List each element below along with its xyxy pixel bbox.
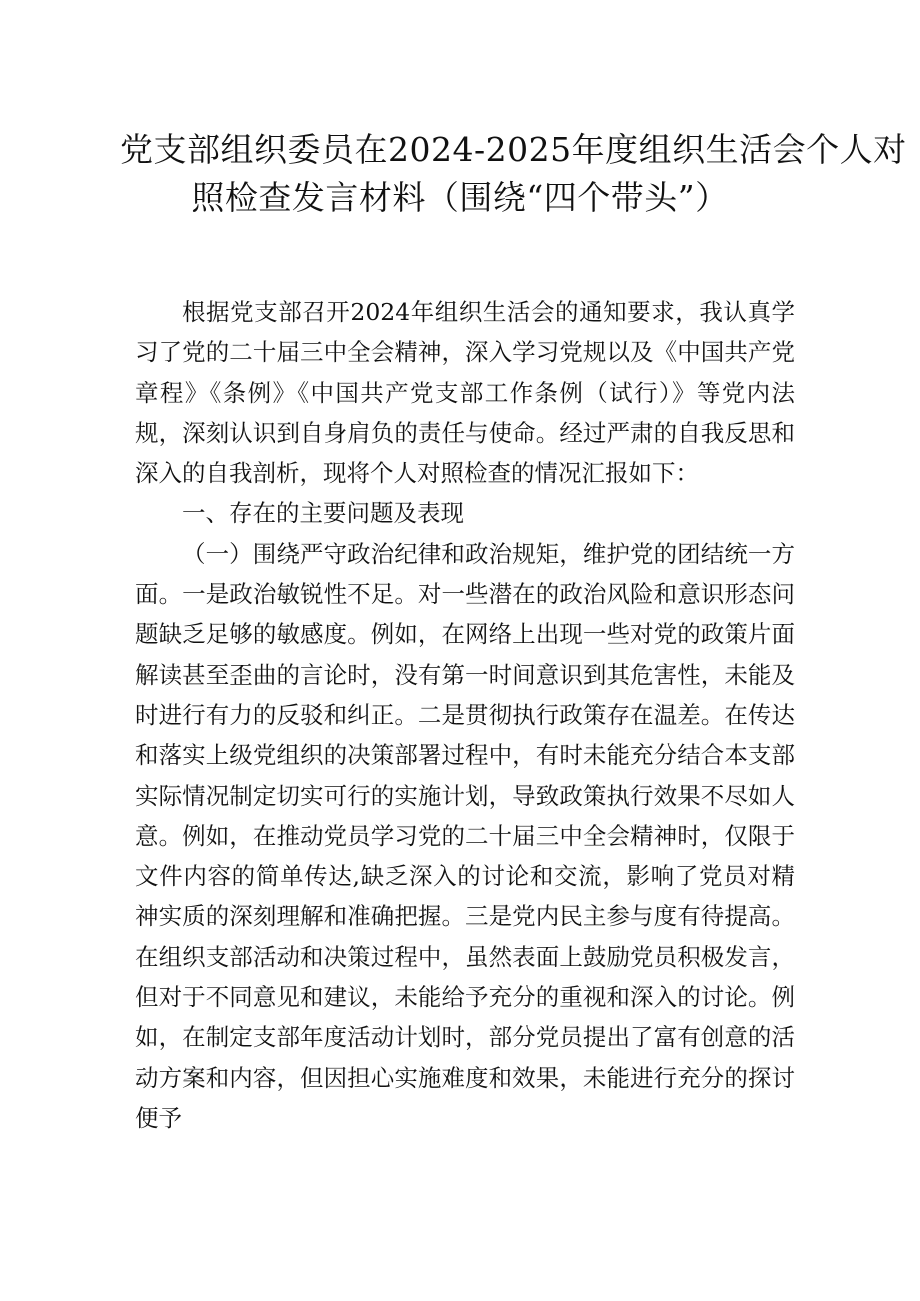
document-body xyxy=(135,292,795,1138)
title-line-2: 照检查发言材料（围绕“四个带头”） xyxy=(191,178,729,217)
section-heading-1: 一、存在的主要问题及表现 xyxy=(182,499,464,528)
intro-paragraph: 根据党支部召开2024年组织生活会的通知要求，我认真学习了党的二十届三中全会精神，深入学习党规以及《中国共产党章程》《条例》《中国共产党支部工作条例（试行）》等党内法规，深刻认识到自身肩负的责任与使命。经过严肃的自我反思和深入的自我剖析，现将个人对照检查的情况汇报如下： xyxy=(135,298,795,488)
section-1-paragraph: （一）围绕严守政治纪律和政治规矩，维护党的团结统一方面。一是政治敏锐性不足。对一些潜在的政治风险和意识形态问题缺乏足够的敏感度。例如，在网络上出现一些对党的政策片面解读甚至歪曲的言论时，没有第一时间意识到其危害性，未能及时进行有力的反驳和纠正。二是贯彻执行政策存在温差。在传达和落实上级党组织的决策部署过程中，有时未能充分结合本支部实际情况制定切实可行的实施计划，导致政策执行效果不尽如人意。例如，在推动党员学习党的二十届三中全会精神时，仅限于文件内容的简单传达,缺乏深入的讨论和交流，影响了党员对精神实质的深刻理解和准确把握。三是党内民主参与度有待提高。在组织支部活动和决策过程中，虽然表面上鼓励党员积极发言，但对于不同意见和建议，未能给予充分的重视和深入的讨论。例如，在制定支部年度活动计划时，部分党员提出了富有创意的活动方案和内容，但因担心实施难度和效果，未能进行充分的探讨便予 xyxy=(135,539,795,1132)
title-line-1: 党支部组织委员在2024-2025年度组织生活会个人对 xyxy=(120,130,907,169)
document-title xyxy=(120,126,907,222)
